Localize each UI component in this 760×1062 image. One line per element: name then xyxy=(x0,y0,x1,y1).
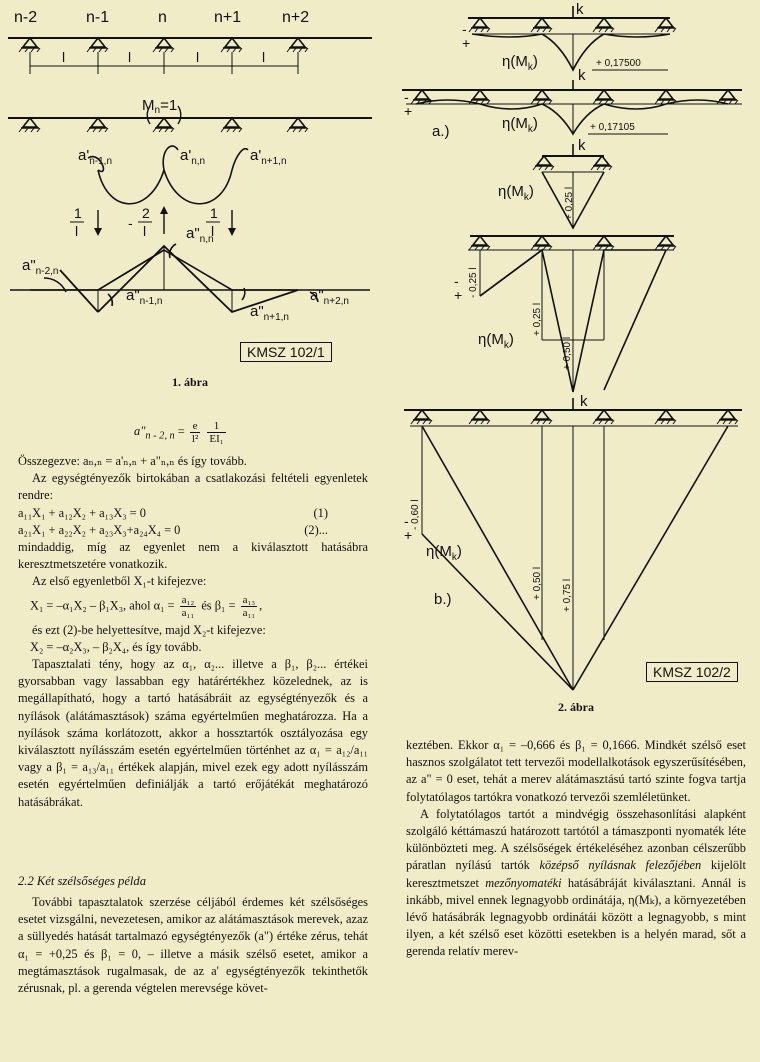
rotation-curves xyxy=(88,146,248,204)
paragraph: A folytatólagos tartót a mindvégig összehasonlítási alapként szolgáló kéttámaszú határozott tartótól a támaszponti nyomaték léte különbözteti meg. A szélsőségek értékeléséhez azonban célszerűbb páratlan nyílású tartók középső nyílásnak felezőjében kijelölt keresztmetszet mezőnyomatéki hatásábráját kiválasztani. Annál is inkább, mivel ennek legnagyobb ordinátája, η(Mₖ), a környezetében lévő hatásábrák legnagyobb ordinátái között a legnagyobb, s mint ilyen, a két szélső eset közötti esetekben is a helyén marad, sőt a gerenda relatív merev- xyxy=(406,806,746,959)
svg-text:-: - xyxy=(404,89,409,105)
svg-text:+: + xyxy=(462,35,471,51)
paragraph: Az egységtényezők birtokában a csatlakozási feltételi egyenletek rendre: xyxy=(18,471,368,503)
svg-text:l: l xyxy=(211,223,215,239)
svg-text:l: l xyxy=(75,223,79,239)
equation-2: a₂₁X₁ + a₂₂X₂ + a₂₃X₃+a₂₄X₄ = 0 (2)... xyxy=(18,522,328,537)
svg-text:-: - xyxy=(454,273,459,289)
paragraph: Az első egyenletből X₁-t kifejezve: xyxy=(32,574,207,589)
part-b-label: b.) xyxy=(434,591,452,608)
paragraph: és ezt (2)-be helyettesítve, majd X₂-t kifejezve: xyxy=(32,622,266,637)
moment-beam xyxy=(8,97,372,132)
right-column-text xyxy=(406,737,746,961)
node-labels xyxy=(14,9,309,26)
svg-text:1: 1 xyxy=(210,205,218,221)
paragraph: keztében. Ekkor α₁ = –0,666 és β₁ = 0,1666. Mindkét szélső eset hasznos szolgálatot tett tervezői modellalkotások egyszerűsítésében, az a" = 0 eset, tehát a merev alátámasztású tartó szinte fogva tartja folytatólagos tartókra vonatkozó tervezői szemléletünket. xyxy=(406,738,746,804)
svg-text:2: 2 xyxy=(142,205,150,221)
span-label: l xyxy=(128,49,132,65)
influence-line-a1 xyxy=(468,6,676,70)
influence-line-a2 xyxy=(402,80,742,134)
node-label: n-1 xyxy=(86,9,110,26)
figure-2-code: KMSZ 102/2 xyxy=(646,662,738,682)
svg-text:-: - xyxy=(462,21,467,37)
figure-2 xyxy=(392,0,760,700)
svg-text:+ 0,75 l: + 0,75 l xyxy=(562,578,573,612)
paragraph: Tapasztalati tény, hogy az α₁, α₂... illetve a β₁, β₂... értékei gyorsabban vagy lassabban egy határértékhez közelednek, az is megállapítható, hogy a tartó hatásábráit az egységtényezők és a nyílások (alátámasztások) száma egyértelműen meghatározza. Ha a nyílások száma korlátozott, akkor a hossztartók osztályozása egy kiválasztott nyílásszám esetén egyértelműen történhet az α₁ = a₁₂/a₁₁ vagy a β₁ = a₁₃/a₁₁ értékek alapján, mivel ezek egy adott nyílásszám esetén egyértelműen definiálják a tartó erőjátékát meghatározó hatásábrákat. xyxy=(18,657,368,809)
svg-text:k: k xyxy=(578,137,586,154)
a-dprime-label: $a"_{n+1,n}$ xyxy=(250,303,289,323)
a-double-prime-labels xyxy=(22,225,349,323)
span-label: l xyxy=(196,49,200,65)
eta-label: $\eta(M_k)$ xyxy=(502,53,538,73)
figure-2-labels xyxy=(426,1,588,608)
figure-1-caption: 1. ábra xyxy=(172,375,208,389)
equation-3: X₁ = –α₁X₂ – β₁X₃, ahol α₁ = $\frac{\text{a₁₂}}{\text{a₁₁}}$ és β₁ = $\frac{\text{a₁₃}}{\text{a₁₁}}$ , xyxy=(30,593,263,619)
figure-1 xyxy=(0,0,380,372)
svg-text:+: + xyxy=(404,527,413,543)
eta-label: $\eta(M_k)$ xyxy=(478,331,514,351)
ordinate-values xyxy=(410,58,641,612)
eta-label: $\eta(M_k)$ xyxy=(426,543,462,563)
svg-text:k: k xyxy=(576,1,584,18)
svg-text:+ 0,50 l: + 0,50 l xyxy=(532,566,543,600)
a-dprime-label: $a"_{n-1,n}$ xyxy=(126,287,163,307)
part-a-label: a.) xyxy=(432,123,450,140)
section-heading: 2.2 Két szélsőséges példa xyxy=(18,874,147,888)
svg-text:l: l xyxy=(143,223,147,239)
moment-label: $M_n=1$ xyxy=(142,97,178,116)
left-column-text-2 xyxy=(18,894,368,997)
svg-text:+ 0,17105: + 0,17105 xyxy=(590,122,635,133)
svg-text:k: k xyxy=(580,393,588,410)
a-prime-label: $a'_{n,n}$ xyxy=(180,147,206,167)
eta-label: $\eta(M_k)$ xyxy=(498,183,534,203)
equation-a-double-prime: $a"_{n - 2, n}$ = $\frac{e}{\text{l²}}$ $\frac{1}{\text{EI₁}}$ xyxy=(134,420,224,445)
paragraph: További tapasztalatok szerzése céljából érdemes két szélsőséges esetet vizsgálni, nevezetesen, amikor az alátámasztások merevek, azaz a süllyedés hatását tartalmazó egységtényezők (a") értéke zérus, tehát α₁ = +0,25 és β₁ = 0, – illetve a másik szélső esetet, amikor a megtámasztások rugalmasak, de az a' egységtényezők tekinthetők zérusnak, pl. a gerenda végtelen merevsége követ- xyxy=(18,895,368,996)
svg-text:1: 1 xyxy=(74,205,82,221)
figure-1-code: KMSZ 102/1 xyxy=(240,342,332,362)
svg-text:+ 0,17500: + 0,17500 xyxy=(596,58,641,69)
svg-text:-: - xyxy=(404,513,409,529)
svg-text:k: k xyxy=(578,67,586,84)
eta-label: $\eta(M_k)$ xyxy=(502,115,538,135)
svg-text:- 0,25 l: - 0,25 l xyxy=(468,267,479,298)
a-dprime-label: $a"_{n+2,n}$ xyxy=(310,287,349,307)
svg-text:+ 0,25 l: + 0,25 l xyxy=(532,302,543,336)
svg-text:- 0,60 l: - 0,60 l xyxy=(410,499,421,530)
node-label: n+2 xyxy=(282,9,310,26)
paragraph: mindaddig, míg az egyenlet nem a kiválasztott hatásábra keresztmetszetére vonatkozik. xyxy=(18,540,368,572)
equation-1: a₁₁X₁ + a₁₂X₂ + a₁₃X₃ = 0 (1) xyxy=(18,505,328,520)
left-column-text xyxy=(18,453,368,811)
a-prime-labels xyxy=(78,147,287,167)
svg-text:+: + xyxy=(454,287,463,303)
svg-text:+ 0,50 l: + 0,50 l xyxy=(562,336,573,370)
figure-2-caption: 2. ábra xyxy=(558,700,594,714)
a-prime-label: $a'_{n+1,n}$ xyxy=(250,147,287,167)
a-dprime-label: $a"_{n,n}$ xyxy=(186,225,214,245)
node-label: n+1 xyxy=(214,9,242,26)
equation-4: X₂ = –α₂X₃, – β₂X₄, és így tovább. xyxy=(30,639,202,654)
influence-line-b xyxy=(404,398,742,690)
paragraph: Összegezve: aₙ,ₙ = a'ₙ,ₙ + a"ₙ,ₙ és így tovább. xyxy=(18,454,247,468)
svg-text:+: + xyxy=(404,103,413,119)
svg-text:+ 0,25 l: + 0,25 l xyxy=(564,186,575,220)
span-label: l xyxy=(262,49,266,65)
span-label: l xyxy=(62,49,66,65)
svg-text:-: - xyxy=(128,215,133,231)
a-dprime-label: $a"_{n-2,n}$ xyxy=(22,257,59,277)
node-label: n xyxy=(158,9,167,26)
a-prime-label: $a'_{n-1,n}$ xyxy=(78,147,113,167)
node-label: n-2 xyxy=(14,9,38,26)
